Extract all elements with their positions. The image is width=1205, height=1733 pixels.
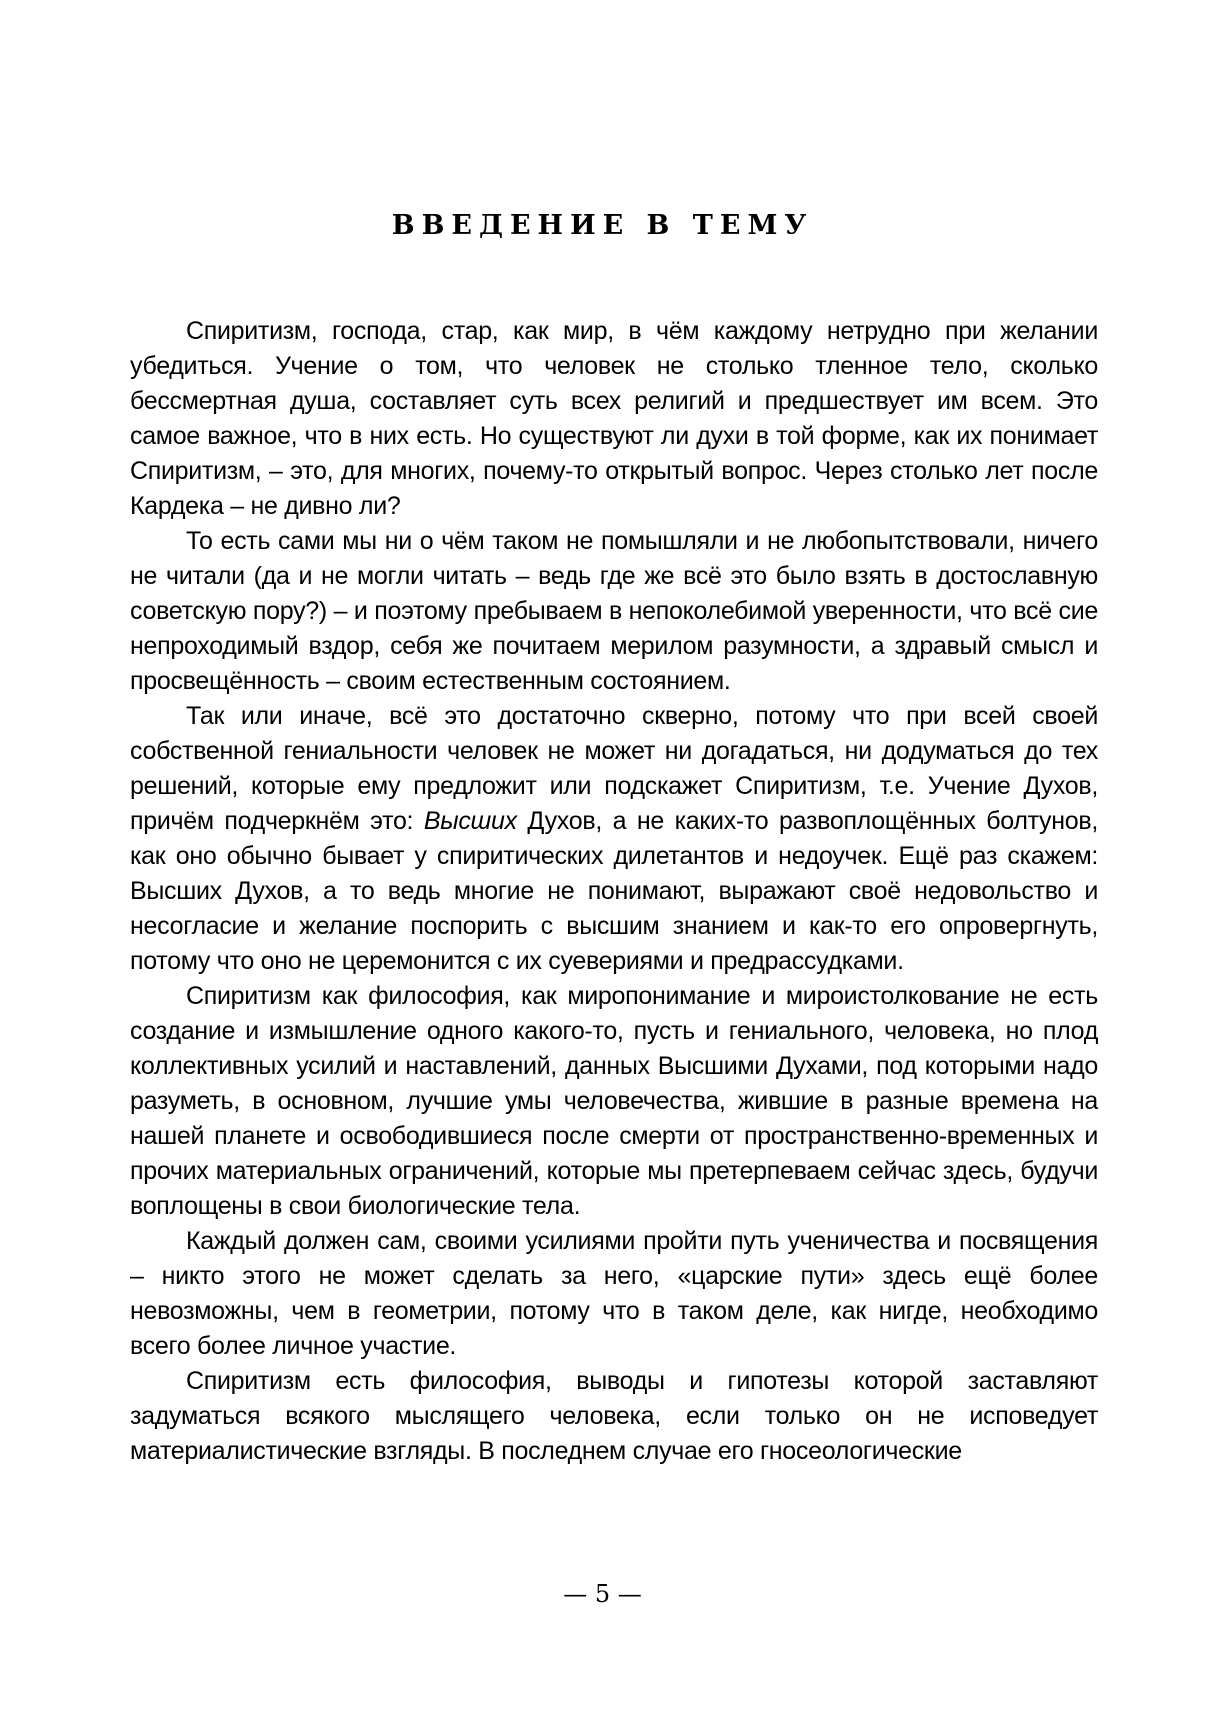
page-number: — 5 — <box>563 1580 642 1608</box>
body-text <box>130 314 1098 1469</box>
emphasis-word: Высших <box>423 807 517 835</box>
paragraph-1: Спиритизм, господа, стар, как мир, в чём каждому нетрудно при желании убедиться. Учение о том, что человек не столько тленное тело, сколько бессмертная душа, составляет суть всех религий и предшествует им всем. Это самое важное, что в них есть. Но существуют ли духи в той форме, как их понимает Спиритизм, – это, для многих, почему-то открытый вопрос. Через столько лет после Кардека – не дивно ли? <box>130 317 1098 520</box>
paragraph-3-after: Духов, а не каких-то развоплощённых болтунов, как оно обычно бывает у спиритических дилетантов и недоучек. Ещё раз скажем: Высших Духов, а то ведь многие не понимают, выражают своё недовольство и несогласие и желание поспорить с высшим знанием и как-то его опровергнуть, потому что оно не церемонится с их суевериями и предрассудками. <box>130 807 1098 975</box>
paragraph-3-before: Так или иначе, всё это достаточно скверно, потому что при всей своей собственной гениальности человек не может ни догадаться, ни додуматься до тех решений, которые ему предложит или подскажет Спиритизм, т.е. Учение Духов, причём подчеркнём это: <box>130 702 1098 835</box>
paragraph-4: Спиритизм как философия, как миропонимание и мироистолкование не есть создание и измышление одного какого-то, пусть и гениального, человека, но плод коллективных усилий и наставлений, данных Высшими Духами, под которыми надо разуметь, в основном, лучшие умы человечества, жившие в разные времена на нашей планете и освободившиеся после смерти от пространственно-временных и прочих материальных ограничений, которые мы претерпеваем сейчас здесь, будучи воплощены в свои биологические тела. <box>130 982 1098 1220</box>
paragraph-3 <box>130 699 1098 979</box>
paragraph-6: Спиритизм есть философия, выводы и гипотезы которой заставляют задуматься всякого мыслящего человека, если только он не исповедует материалистические взгляды. В последнем случае его гносеологические <box>130 1367 1098 1465</box>
chapter-title: ВВЕДЕНИЕ В ТЕМУ <box>391 210 814 241</box>
paragraph-2: То есть сами мы ни о чём таком не помышляли и не любопытствовали, ничего не читали (да и не могли читать – ведь где же всё это было взять в достославную советскую пору?) – и поэтому пребываем в непоколебимой уверенности, что всё сие непроходимый вздор, себя же почитаем мерилом разумности, а здравый смысл и просвещённость – своим естественным состоянием. <box>130 527 1098 695</box>
paragraph-5: Каждый должен сам, своими усилиями пройти путь ученичества и посвящения – никто этого не может сделать за него, «царские пути» здесь ещё более невозможны, чем в геометрии, потому что в таком деле, как нигде, необходимо всего более личное участие. <box>130 1227 1098 1360</box>
